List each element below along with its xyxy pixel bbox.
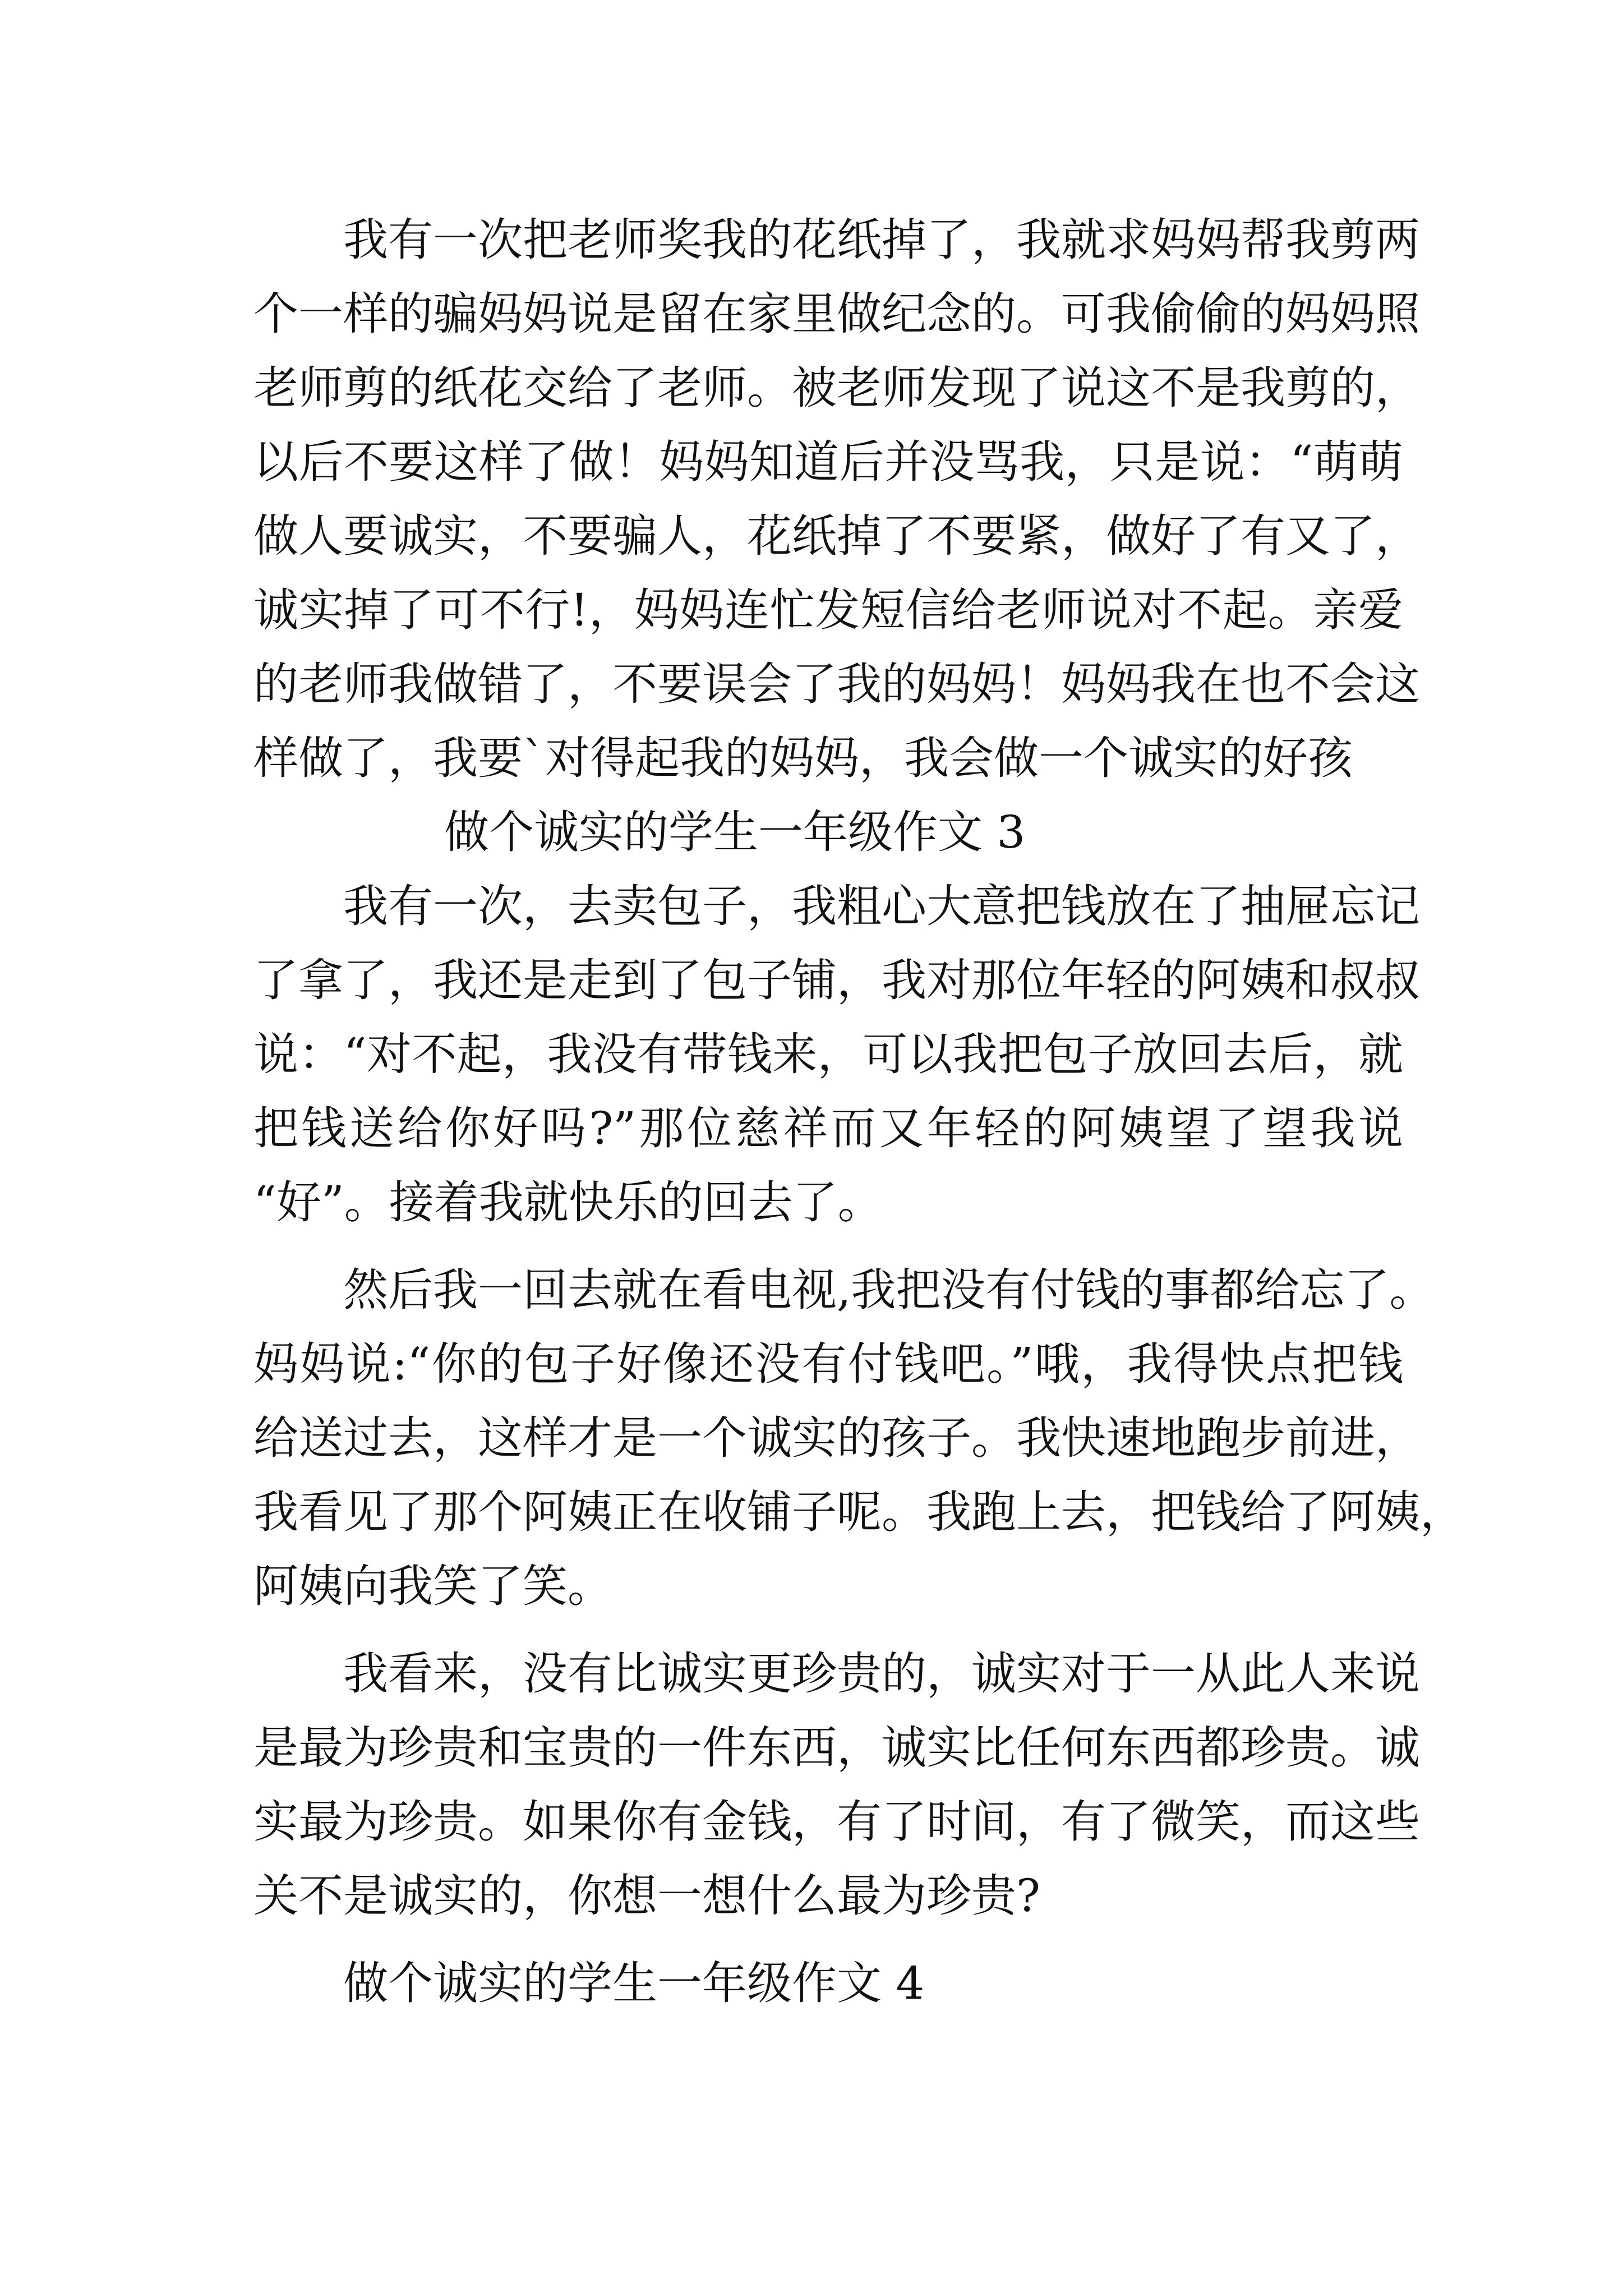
paragraph-line: 妈妈说:“你的包子好像还没有付钱吧。”哦，我得快点把钱 bbox=[253, 1338, 1403, 1390]
paragraph-line: 以后不要这样了做！妈妈知道后并没骂我，只是说：“萌萌 bbox=[253, 436, 1403, 488]
paragraph-line: 说：“对不起，我没有带钱来，可以我把包子放回去后，就 bbox=[253, 1028, 1403, 1080]
paragraph-line: 老师剪的纸花交给了老师。被老师发现了说这不是我剪的， bbox=[253, 362, 1420, 414]
paragraph-line: 是最为珍贵和宝贵的一件东西，诚实比任何东西都珍贵。诚 bbox=[253, 1722, 1420, 1774]
paragraph-line: “好”。接着我就快乐的回去了。 bbox=[253, 1176, 883, 1228]
section-heading: 做个诚实的学生一年级作文 4 bbox=[253, 1957, 925, 2009]
paragraph-line: 做人要诚实，不要骗人，花纸掉了不要紧，做好了有又了， bbox=[253, 510, 1420, 562]
paragraph-line: 个一样的骗妈妈说是留在家里做纪念的。可我偷偷的妈妈照 bbox=[253, 288, 1420, 340]
paragraph-line: 的老师我做错了，不要误会了我的妈妈！妈妈我在也不会这 bbox=[253, 658, 1420, 710]
paragraph-line: 把钱送给你好吗?”那位慈祥而又年轻的阿姨望了望我说 bbox=[253, 1102, 1403, 1154]
paragraph-line: 我看见了那个阿姨正在收铺子呢。我跑上去，把钱给了阿姨， bbox=[253, 1486, 1465, 1538]
paragraph-line: 关不是诚实的，你想一想什么最为珍贵? bbox=[253, 1870, 1040, 1922]
paragraph-line: 实最为珍贵。如果你有金钱，有了时间，有了微笑，而这些 bbox=[253, 1796, 1420, 1848]
paragraph-line: 然后我一回去就在看电视,我把没有付钱的事都给忘了。 bbox=[253, 1264, 1435, 1316]
section-heading: 做个诚实的学生一年级作文 3 bbox=[444, 806, 1026, 858]
paragraph-line: 了拿了，我还是走到了包子铺，我对那位年轻的阿姨和叔叔 bbox=[253, 954, 1420, 1006]
paragraph-line: 阿姨向我笑了笑。 bbox=[253, 1560, 612, 1612]
paragraph-line: 给送过去，这样才是一个诚实的孩子。我快速地跑步前进， bbox=[253, 1412, 1420, 1464]
paragraph-line: 我有一次，去卖包子，我粗心大意把钱放在了抽屉忘记 bbox=[253, 880, 1420, 932]
paragraph-line: 我有一次把老师奖我的花纸掉了，我就求妈妈帮我剪两 bbox=[253, 214, 1420, 266]
paragraph-line: 样做了，我要`对得起我的妈妈，我会做一个诚实的好孩 bbox=[253, 732, 1353, 784]
paragraph-line: 我看来，没有比诚实更珍贵的，诚实对于一从此人来说 bbox=[253, 1648, 1420, 1700]
paragraph-line: 诚实掉了可不行!，妈妈连忙发短信给老师说对不起。亲爱 bbox=[253, 584, 1403, 636]
